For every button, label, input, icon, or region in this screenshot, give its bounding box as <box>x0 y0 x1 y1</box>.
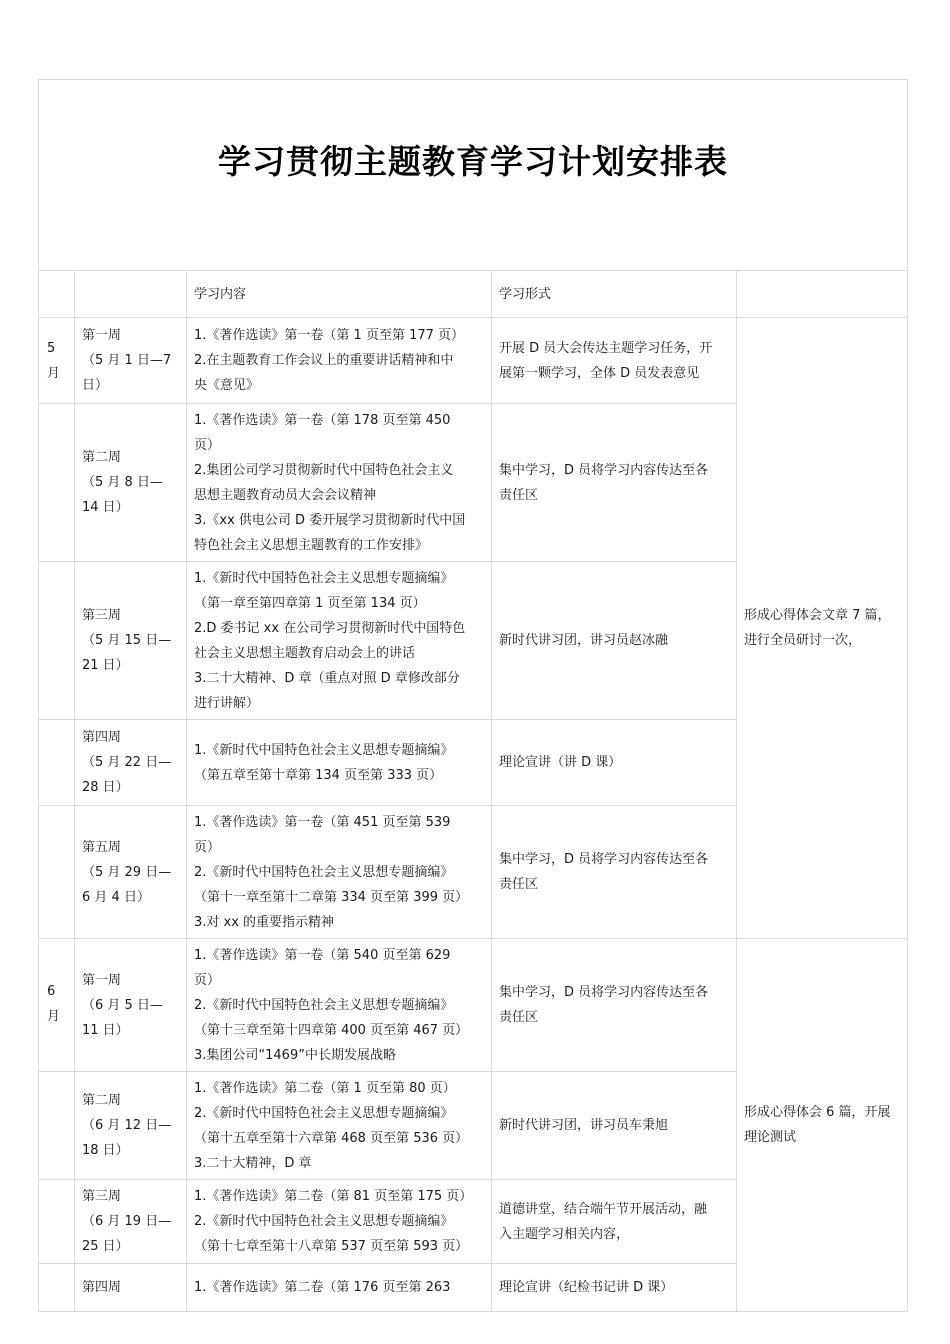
form-line: 责任区 <box>499 1010 539 1025</box>
content-line: （第五章至第十章第 134 页至第 333 页） <box>194 767 443 783</box>
week-range-end: 21 日） <box>82 658 129 673</box>
form-line: 理论宣讲（纪检书记讲 D 课） <box>499 1280 674 1295</box>
week-label: 第四周 <box>82 1280 122 1295</box>
content-line: 社会主义思想主题教育启动会上的讲话 <box>194 645 416 661</box>
remark-cell <box>737 939 908 1312</box>
form-cell <box>492 562 737 720</box>
form-line: 展第一颗学习，全体 D 员发表意见 <box>499 365 700 381</box>
month-number: 6 <box>47 984 56 999</box>
content-line: 页） <box>194 839 221 855</box>
header-form-cell: 学习形式 <box>492 271 737 318</box>
form-line: 开展 D 员大会传达主题学习任务，开 <box>499 340 713 356</box>
form-line: 新时代讲习团，讲习员赵冰融 <box>499 633 669 648</box>
week-range-end: 日） <box>82 378 109 393</box>
week-range-end: 6 月 4 日） <box>82 889 150 905</box>
remark-line: 形成心得体会 6 篇，开展 <box>744 1105 891 1120</box>
form-cell <box>492 404 737 562</box>
content-line: 3.二十大精神，D 章 <box>194 1155 312 1171</box>
week-label: 第三周 <box>82 608 122 623</box>
week-label: 第一周 <box>82 972 122 988</box>
content-line: 2.《新时代中国特色社会主义思想专题摘编》 <box>194 1105 454 1121</box>
week-cell <box>75 939 187 1072</box>
remark-line: 理论测试 <box>744 1130 797 1145</box>
content-line: 进行讲解） <box>194 695 260 711</box>
content-cell <box>187 806 492 939</box>
content-line: 3.《xx 供电公司 D 委开展学习贯彻新时代中国 <box>194 512 466 528</box>
content-cell <box>187 939 492 1072</box>
content-cell <box>187 1180 492 1264</box>
content-line: 1.《著作选读》第二卷（第 176 页至第 263 <box>194 1280 451 1295</box>
content-line: 3.对 xx 的重要指示精神 <box>194 914 335 930</box>
form-line: 新时代讲习团，讲习员车秉旭 <box>499 1118 669 1133</box>
content-line: 1.《著作选读》第一卷（第 178 页至第 450 <box>194 412 451 428</box>
week-range: （5 月 29 日— <box>82 864 172 880</box>
content-line: 1.《新时代中国特色社会主义思想专题摘编》 <box>194 570 454 586</box>
content-cell <box>187 318 492 404</box>
week-label: 第二周 <box>82 450 122 465</box>
form-line: 理论宣讲（讲 D 课） <box>499 755 622 770</box>
week-cell <box>75 562 187 720</box>
week-label: 第五周 <box>82 839 122 855</box>
content-line: 特色社会主义思想主题教育的工作安排》 <box>194 537 429 553</box>
content-line: 2.D 委书记 xx 在公司学习贯彻新时代中国特色 <box>194 620 466 636</box>
document-title: 学习贯彻主题教育学习计划安排表 <box>218 141 729 181</box>
month-unit: 月 <box>47 366 61 381</box>
form-cell <box>492 1180 737 1264</box>
content-line: 2.集团公司学习贯彻新时代中国特色社会主义 <box>194 462 454 478</box>
content-cell <box>187 404 492 562</box>
month-cell-empty <box>39 1264 75 1312</box>
week-cell <box>75 1264 187 1312</box>
month-cell-empty <box>39 404 75 562</box>
form-cell <box>492 1264 737 1312</box>
table-row <box>39 318 908 404</box>
content-line: 3.集团公司“1469”中长期发展战略 <box>194 1047 396 1063</box>
week-label: 第四周 <box>82 730 122 745</box>
content-line: 1.《著作选读》第一卷（第 451 页至第 539 <box>194 814 451 830</box>
week-range-end: 18 日） <box>82 1143 129 1158</box>
remark-line: 形成心得体会文章 7 篇， <box>744 608 891 623</box>
month-cell-empty <box>39 806 75 939</box>
remark-line: 进行全员研讨一次， <box>744 633 862 648</box>
form-line: 集中学习，D 员将学习内容传达至各 <box>499 852 709 867</box>
month-cell-empty <box>39 1180 75 1264</box>
content-line: 1.《著作选读》第一卷（第 1 页至第 177 页） <box>194 328 465 343</box>
content-line: （第十五章至第十六章第 468 页至第 536 页） <box>194 1130 469 1146</box>
week-range: （5 月 15 日— <box>82 633 172 648</box>
month-cell <box>39 318 75 404</box>
content-line: 思想主题教育动员大会会议精神 <box>194 487 377 503</box>
title-cell <box>39 80 908 271</box>
week-range-end: 11 日） <box>82 1022 129 1038</box>
week-range: （5 月 8 日— <box>82 475 163 490</box>
content-line: （第十七章至第十八章第 537 页至第 593 页） <box>194 1239 469 1254</box>
form-line: 集中学习，D 员将学习内容传达至各 <box>499 462 709 478</box>
content-line: 央《意见》 <box>194 378 260 393</box>
content-line: 2.《新时代中国特色社会主义思想专题摘编》 <box>194 1214 454 1229</box>
month-cell-empty <box>39 562 75 720</box>
content-line: 3.二十大精神、D 章（重点对照 D 章修改部分 <box>194 670 460 686</box>
form-cell <box>492 318 737 404</box>
month-cell-empty <box>39 720 75 806</box>
form-line: 责任区 <box>499 487 539 503</box>
week-range: （6 月 12 日— <box>82 1118 172 1133</box>
header-week-cell <box>75 271 187 318</box>
header-month-cell <box>39 271 75 318</box>
week-cell <box>75 806 187 939</box>
header-remark-cell <box>737 271 908 318</box>
content-line: 2.《新时代中国特色社会主义思想专题摘编》 <box>194 864 454 880</box>
content-cell <box>187 720 492 806</box>
week-cell <box>75 404 187 562</box>
form-cell <box>492 720 737 806</box>
week-label: 第一周 <box>82 328 122 343</box>
content-cell <box>187 1264 492 1312</box>
form-cell <box>492 939 737 1072</box>
content-cell <box>187 562 492 720</box>
content-line: （第十三章至第十四章第 400 页至第 467 页） <box>194 1022 469 1038</box>
form-line: 责任区 <box>499 877 539 892</box>
week-range: （6 月 5 日— <box>82 997 163 1013</box>
content-cell <box>187 1072 492 1180</box>
week-range: （6 月 19 日— <box>82 1214 172 1229</box>
header-content-cell: 学习内容 <box>187 271 492 318</box>
week-cell <box>75 720 187 806</box>
remark-cell <box>737 318 908 939</box>
month-unit: 月 <box>47 1009 61 1024</box>
content-line: 页） <box>194 437 221 453</box>
content-line: （第一章至第四章第 1 页至第 134 页） <box>194 595 426 611</box>
month-cell-empty <box>39 1072 75 1180</box>
week-range: （5 月 22 日— <box>82 755 172 770</box>
content-line: 1.《著作选读》第一卷（第 540 页至第 629 <box>194 947 451 963</box>
content-line: 1.《著作选读》第二卷（第 1 页至第 80 页） <box>194 1080 456 1096</box>
table-row <box>39 939 908 1072</box>
form-line: 道德讲堂，结合端午节开展活动，融 <box>499 1201 708 1217</box>
week-label: 第二周 <box>82 1093 122 1108</box>
week-cell <box>75 318 187 404</box>
form-line: 集中学习，D 员将学习内容传达至各 <box>499 985 709 1000</box>
week-range-end: 25 日） <box>82 1239 129 1254</box>
week-range-end: 14 日） <box>82 500 129 515</box>
week-cell <box>75 1180 187 1264</box>
content-line: 2.《新时代中国特色社会主义思想专题摘编》 <box>194 997 454 1013</box>
week-range-end: 28 日） <box>82 780 129 795</box>
week-label: 第三周 <box>82 1189 122 1204</box>
week-cell <box>75 1072 187 1180</box>
content-line: 1.《新时代中国特色社会主义思想专题摘编》 <box>194 742 454 758</box>
content-line: （第十一章至第十二章第 334 页至第 399 页） <box>194 889 469 905</box>
week-range: （5 月 1 日—7 <box>82 353 172 368</box>
form-cell <box>492 1072 737 1180</box>
month-number: 5 <box>47 341 56 356</box>
content-line: 2.在主题教育工作会议上的重要讲话精神和中 <box>194 353 454 368</box>
document-sheet <box>38 79 907 1312</box>
content-line: 1.《著作选读》第二卷（第 81 页至第 175 页） <box>194 1189 473 1204</box>
content-line: 页） <box>194 972 221 988</box>
form-cell <box>492 806 737 939</box>
study-plan-table <box>38 79 908 1312</box>
header-row <box>39 271 908 318</box>
title-row <box>39 80 908 271</box>
month-cell <box>39 939 75 1072</box>
form-line: 入主题学习相关内容， <box>499 1226 630 1242</box>
